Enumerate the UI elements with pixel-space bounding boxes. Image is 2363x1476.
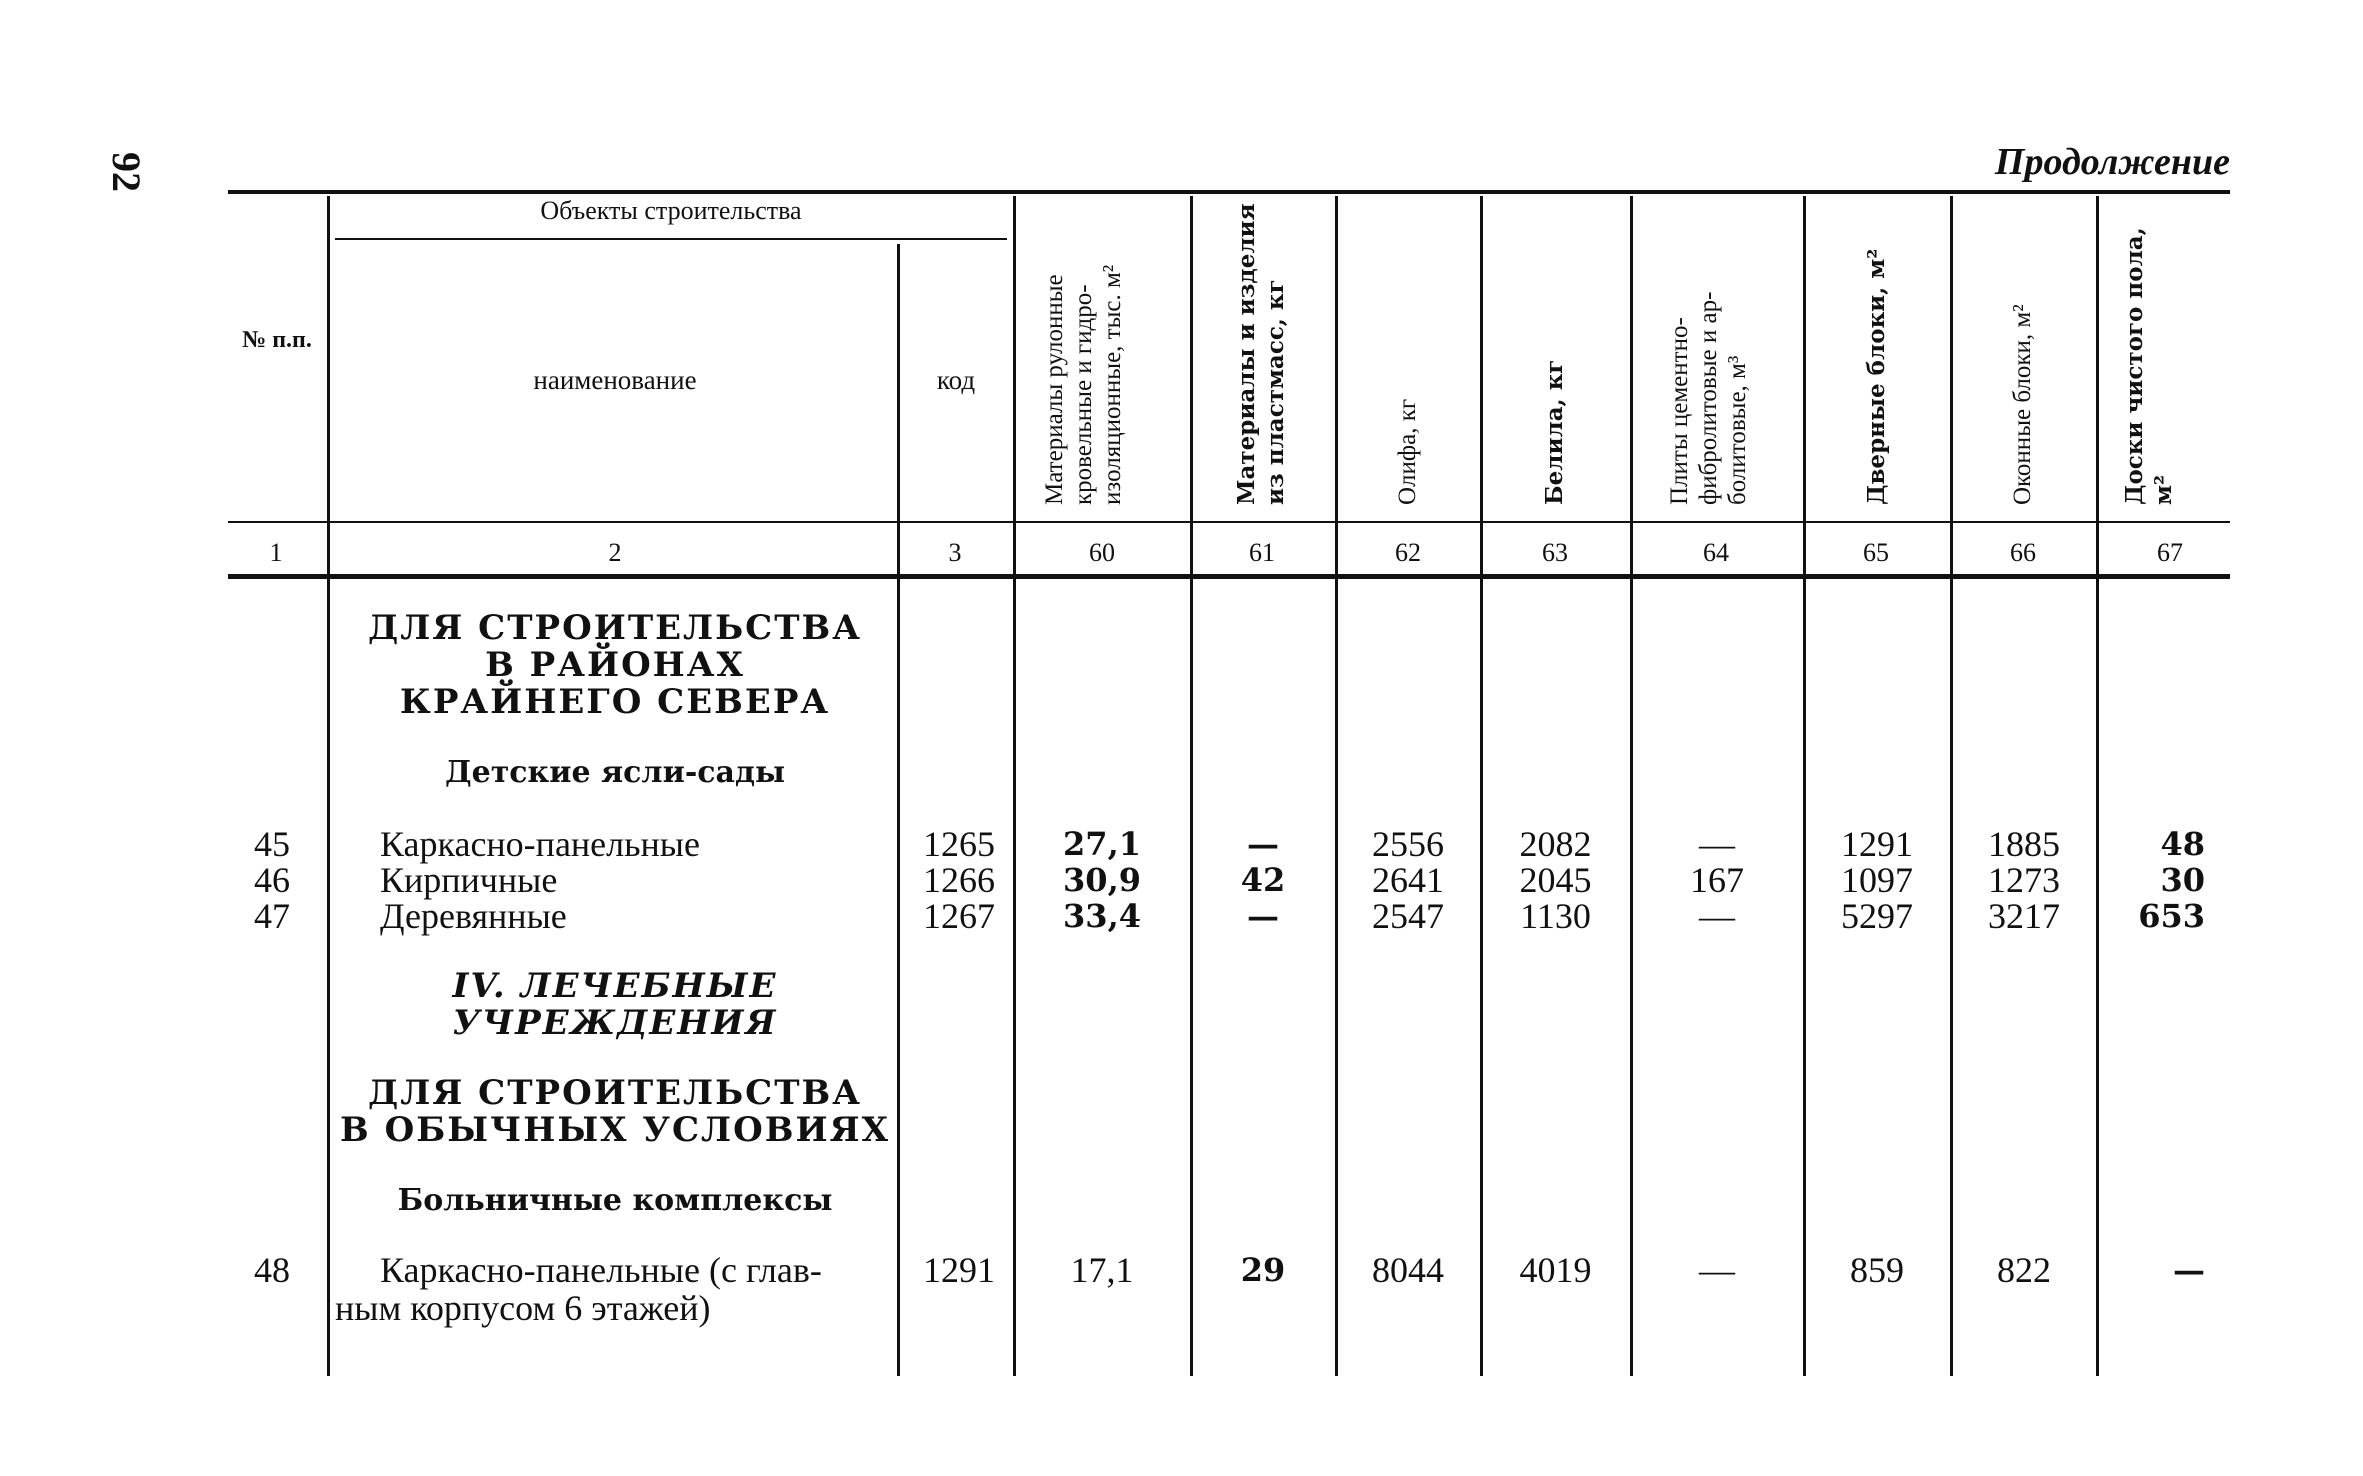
col-divider [1190, 196, 1193, 1376]
section-line: IV. ЛЕЧЕБНЫЕ [452, 966, 778, 1006]
header-bottom-rule [228, 521, 2230, 523]
col-divider [1013, 196, 1016, 1376]
row-c63: 4019 [1519, 1250, 1592, 1290]
continued-label: Продолжение [1994, 141, 2230, 183]
header-c65: Дверные блоки, м² [1863, 248, 1890, 505]
row-c63: 2045 [1519, 860, 1592, 900]
row-c61: 29 [1240, 1251, 1286, 1289]
column-number: 62 [1395, 538, 1421, 567]
table-row [0, 1252, 2363, 1332]
row-number: 48 [254, 1250, 290, 1290]
row-c63: 1130 [1520, 896, 1591, 936]
row-c64: — [1699, 896, 1735, 936]
header-c62: Олифа, кг [1394, 398, 1421, 505]
row-c65: 1291 [1841, 824, 1913, 864]
section-line: КРАЙНЕГО СЕВЕРА [399, 682, 831, 722]
row-c62: 8044 [1372, 1250, 1444, 1290]
header-c64: Плиты цементно-фибролитовые и ар-болитовые, м³ [1666, 291, 1751, 505]
row-c63: 2082 [1519, 824, 1592, 864]
row-c67: 30 [2160, 861, 2205, 899]
row-c66: 822 [1997, 1250, 2051, 1290]
row-c60: 27,1 [1063, 825, 1141, 863]
section-medical-title [335, 968, 895, 1042]
row-number: 45 [254, 824, 290, 864]
row-c64: — [1699, 824, 1735, 864]
header-code: код [936, 365, 976, 395]
col-divider [1480, 196, 1483, 1376]
header-c63: Белила, кг [1541, 359, 1568, 505]
section-north-subtitle: Детские ясли-сады [444, 755, 786, 790]
row-c64: — [1699, 1250, 1735, 1290]
section-normal-subtitle: Больничные комплексы [397, 1183, 833, 1218]
section-north-title [335, 610, 895, 721]
column-number: 64 [1703, 538, 1729, 567]
row-c67: 653 [2138, 897, 2205, 935]
row-c65: 859 [1850, 1250, 1904, 1290]
row-code: 1266 [923, 860, 995, 900]
row-number: 47 [254, 896, 290, 936]
header-c67: Доски чистого пола, м² [2121, 227, 2177, 505]
row-c65: 1097 [1841, 860, 1913, 900]
row-c60: 17,1 [1070, 1250, 1134, 1290]
header-c66: Оконные блоки, м² [2009, 304, 2036, 505]
row-c61: — [1247, 897, 1279, 935]
column-number: 1 [269, 538, 283, 567]
header-name: наименование [533, 365, 697, 395]
page-number: 92 [104, 152, 149, 192]
row-code: 1291 [923, 1250, 995, 1290]
top-rule [228, 190, 2230, 194]
group-rule [335, 238, 1007, 240]
column-number: 61 [1249, 538, 1275, 567]
column-number: 67 [2157, 538, 2183, 567]
column-number: 63 [1542, 538, 1568, 567]
row-name-continued: ным корпусом 6 этажей) [335, 1288, 711, 1328]
col-divider [1335, 196, 1338, 1376]
row-c67: — [2173, 1251, 2205, 1289]
col-divider [1803, 196, 1806, 1376]
column-number: 66 [2010, 538, 2036, 567]
row-c60: 33,4 [1063, 897, 1141, 935]
section-line: ДЛЯ СТРОИТЕЛЬСТВА [368, 1073, 862, 1113]
col-divider [897, 244, 900, 1376]
row-c66: 3217 [1988, 896, 2060, 936]
header-col-number: № п.п. [242, 327, 312, 353]
header-group-objects: Объекты строительства [540, 196, 802, 225]
section-line: ДЛЯ СТРОИТЕЛЬСТВА [368, 608, 862, 648]
row-name: Кирпичные [380, 860, 558, 900]
header-c60: Материалы рулонные кровельные и гидро-изоляционные, тыс. м² [1041, 264, 1126, 505]
row-c62: 2641 [1372, 860, 1444, 900]
section-normal-title [335, 1075, 895, 1149]
row-c61: — [1247, 825, 1279, 863]
table-row [0, 862, 2363, 898]
column-number: 3 [948, 538, 962, 567]
row-c67: 48 [2160, 825, 2205, 863]
column-number: 65 [1863, 538, 1889, 567]
row-c64: 167 [1690, 860, 1744, 900]
row-name: Деревянные [380, 896, 567, 936]
section-line: В ОБЫЧНЫХ УСЛОВИЯХ [340, 1110, 890, 1150]
column-number: 60 [1089, 538, 1115, 567]
col-divider [1630, 196, 1633, 1376]
col-divider [327, 196, 330, 1376]
table-row [0, 898, 2363, 934]
table-row [0, 826, 2363, 862]
column-number: 2 [608, 538, 622, 567]
row-name: Каркасно-панельные (с глав- [380, 1250, 822, 1290]
row-c66: 1273 [1988, 860, 2060, 900]
row-code: 1265 [923, 824, 995, 864]
row-code: 1267 [923, 896, 995, 936]
col-divider [2096, 196, 2099, 1376]
row-c62: 2547 [1372, 896, 1444, 936]
section-line: В РАЙОНАХ [485, 645, 745, 685]
column-numbers-rule [228, 574, 2230, 579]
row-name: Каркасно-панельные [380, 824, 700, 864]
row-c60: 30,9 [1063, 861, 1141, 899]
row-c65: 5297 [1841, 896, 1913, 936]
row-c62: 2556 [1372, 824, 1444, 864]
header-c61: Материалы и изделия из пластмасс, кг [1233, 203, 1289, 505]
section-line: УЧРЕЖДЕНИЯ [452, 1003, 778, 1043]
row-c61: 42 [1240, 861, 1286, 899]
row-number: 46 [254, 860, 290, 900]
col-divider [1950, 196, 1953, 1376]
row-c66: 1885 [1988, 824, 2060, 864]
